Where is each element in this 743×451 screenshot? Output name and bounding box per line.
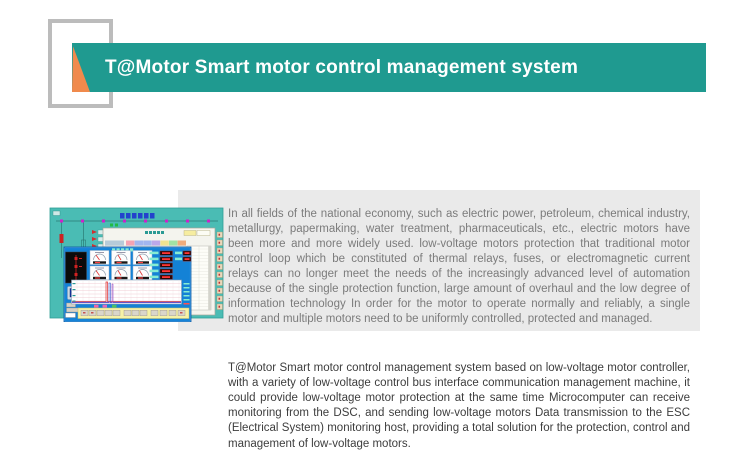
table-window-title <box>145 231 164 234</box>
intro-paragraph: In all fields of the national economy, such as electric power, petroleum, chemical industry, metallurgy, papermaking, water treatment, pharmaceuticals, etc., electric motors have been more and more widely used. low-voltage motors protection that traditional motor control loop which be constituted of thermal relays, fuses, or electromagnetic current relays can no longer meet the needs of the increasingly advanced level of automation because of the single protection function, large amount of overhaul and the low degree of information technology In order for the motor to operate normally and reliably, a single motor and multiple motors need to be uniformly controlled, protected and managed. <box>228 207 690 325</box>
gauge-card <box>90 251 109 265</box>
description-paragraph: T@Motor Smart motor control management system based on low-voltage motor controller, with a variety of low-voltage control bus interface communication management machine, it could provide low-voltage motor protection at the same time Microcomputer can receive monitoring from the DSC, and sending low-voltage motors Data transmission to the ESC (Electrical System) monitoring host, providing a total solution for the protection, control and management of low-voltage motors. <box>228 361 690 450</box>
table-header <box>105 241 186 246</box>
title-banner <box>72 43 706 92</box>
table-window-button <box>197 231 210 236</box>
gauge-card <box>133 251 152 265</box>
table-window-button <box>184 231 196 236</box>
bottom-toolbar <box>78 308 189 319</box>
monitoring-window <box>64 247 191 322</box>
list-scrollbar <box>208 246 211 310</box>
scada-illustration <box>48 200 224 322</box>
mini-input <box>66 313 76 318</box>
trend-chart <box>72 280 190 305</box>
gauge-card <box>133 266 152 280</box>
gauge-card <box>90 266 109 280</box>
gauge-card <box>112 266 131 280</box>
gauge-card <box>112 251 131 265</box>
software-screenshot <box>48 200 224 322</box>
chart-legend <box>94 305 117 308</box>
mimic-panel <box>66 252 87 283</box>
page-title: T@Motor Smart motor control management system <box>105 56 579 78</box>
